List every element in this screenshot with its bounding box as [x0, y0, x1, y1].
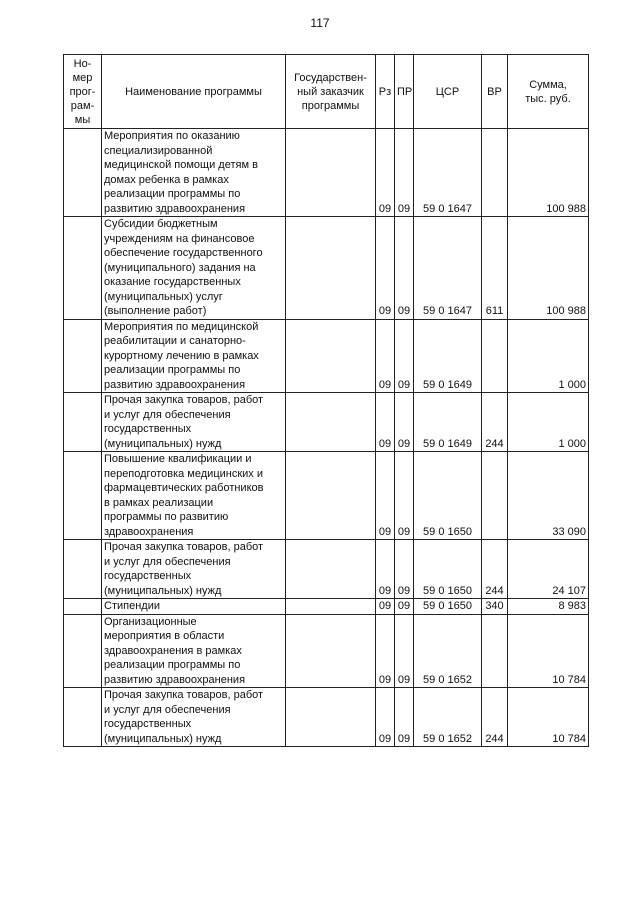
cell-customer	[286, 599, 376, 615]
cell-vr	[482, 614, 508, 688]
cell-rz: 09	[376, 129, 395, 217]
cell-rz: 09	[376, 393, 395, 452]
cell-program-name: Стипендии	[102, 599, 286, 615]
table-row	[64, 540, 589, 599]
cell-csr: 59 0 1649	[414, 393, 482, 452]
header-row	[64, 55, 589, 129]
cell-vr: 244	[482, 540, 508, 599]
page-number: 117	[310, 16, 330, 30]
table-row	[64, 452, 589, 540]
cell-csr: 59 0 1650	[414, 599, 482, 615]
cell-vr: 244	[482, 393, 508, 452]
cell-csr: 59 0 1647	[414, 129, 482, 217]
cell-number	[64, 540, 102, 599]
cell-sum: 1 000	[508, 393, 589, 452]
cell-csr: 59 0 1647	[414, 217, 482, 320]
cell-number	[64, 599, 102, 615]
cell-csr: 59 0 1650	[414, 452, 482, 540]
budget-table	[63, 54, 589, 747]
table-row	[64, 129, 589, 217]
table-row	[64, 599, 589, 615]
cell-rz: 09	[376, 540, 395, 599]
cell-csr: 59 0 1649	[414, 319, 482, 393]
header-pr: ПР	[395, 55, 414, 129]
table-row	[64, 319, 589, 393]
cell-number	[64, 217, 102, 320]
header-program-number: Но- мер прог- рам- мы	[64, 55, 102, 129]
table-row	[64, 217, 589, 320]
cell-vr: 611	[482, 217, 508, 320]
cell-sum: 10 784	[508, 614, 589, 688]
header-vr: ВР	[482, 55, 508, 129]
cell-number	[64, 319, 102, 393]
cell-program-name: Организационные мероприятия в области здравоохранения в рамках реализации программы по развитию здравоохранения	[102, 614, 286, 688]
cell-csr: 59 0 1652	[414, 614, 482, 688]
cell-number	[64, 129, 102, 217]
cell-pr: 09	[395, 129, 414, 217]
header-program-name: Наименование программы	[102, 55, 286, 129]
cell-rz: 09	[376, 599, 395, 615]
cell-csr: 59 0 1652	[414, 688, 482, 747]
cell-number	[64, 393, 102, 452]
cell-vr	[482, 129, 508, 217]
cell-program-name: Прочая закупка товаров, работ и услуг для обеспечения государственных (муниципальных) нужд	[102, 688, 286, 747]
cell-sum: 24 107	[508, 540, 589, 599]
cell-program-name: Прочая закупка товаров, работ и услуг для обеспечения государственных (муниципальных) нужд	[102, 540, 286, 599]
cell-customer	[286, 217, 376, 320]
cell-rz: 09	[376, 452, 395, 540]
cell-vr	[482, 452, 508, 540]
cell-csr: 59 0 1650	[414, 540, 482, 599]
cell-customer	[286, 540, 376, 599]
cell-customer	[286, 393, 376, 452]
cell-vr	[482, 319, 508, 393]
cell-program-name: Прочая закупка товаров, работ и услуг для обеспечения государственных (муниципальных) нужд	[102, 393, 286, 452]
header-sum: Сумма, тыс. руб.	[508, 55, 589, 129]
cell-pr: 09	[395, 540, 414, 599]
cell-sum: 10 784	[508, 688, 589, 747]
cell-pr: 09	[395, 452, 414, 540]
cell-customer	[286, 614, 376, 688]
cell-number	[64, 688, 102, 747]
cell-program-name: Мероприятия по медицинской реабилитации и санаторно- курортному лечению в рамках реализации программы по развитию здравоохранения	[102, 319, 286, 393]
cell-sum: 1 000	[508, 319, 589, 393]
cell-program-name: Повышение квалификации и переподготовка медицинских и фармацевтических работников в рамках реализации программы по развитию здравоохранения	[102, 452, 286, 540]
cell-program-name: Субсидии бюджетным учреждениям на финансовое обеспечение государственного (муниципального) задания на оказание государственных (муниципальных) услуг (выполнение работ)	[102, 217, 286, 320]
cell-sum: 8 983	[508, 599, 589, 615]
cell-program-name: Мероприятия по оказанию специализированной медицинской помощи детям в домах ребенка в рамках реализации программы по развитию здравоохранения	[102, 129, 286, 217]
cell-pr: 09	[395, 614, 414, 688]
cell-vr: 340	[482, 599, 508, 615]
cell-rz: 09	[376, 614, 395, 688]
table-row	[64, 393, 589, 452]
cell-pr: 09	[395, 688, 414, 747]
table-row	[64, 614, 589, 688]
cell-pr: 09	[395, 217, 414, 320]
cell-vr: 244	[482, 688, 508, 747]
cell-rz: 09	[376, 688, 395, 747]
header-csr: ЦСР	[414, 55, 482, 129]
header-customer: Государствен- ный заказчик программы	[286, 55, 376, 129]
cell-pr: 09	[395, 599, 414, 615]
cell-customer	[286, 129, 376, 217]
cell-customer	[286, 688, 376, 747]
table-row	[64, 688, 589, 747]
cell-number	[64, 614, 102, 688]
cell-customer	[286, 319, 376, 393]
cell-sum: 100 988	[508, 217, 589, 320]
cell-sum: 100 988	[508, 129, 589, 217]
cell-customer	[286, 452, 376, 540]
cell-pr: 09	[395, 393, 414, 452]
cell-pr: 09	[395, 319, 414, 393]
cell-rz: 09	[376, 319, 395, 393]
cell-sum: 33 090	[508, 452, 589, 540]
header-rz: Рз	[376, 55, 395, 129]
cell-number	[64, 452, 102, 540]
cell-rz: 09	[376, 217, 395, 320]
